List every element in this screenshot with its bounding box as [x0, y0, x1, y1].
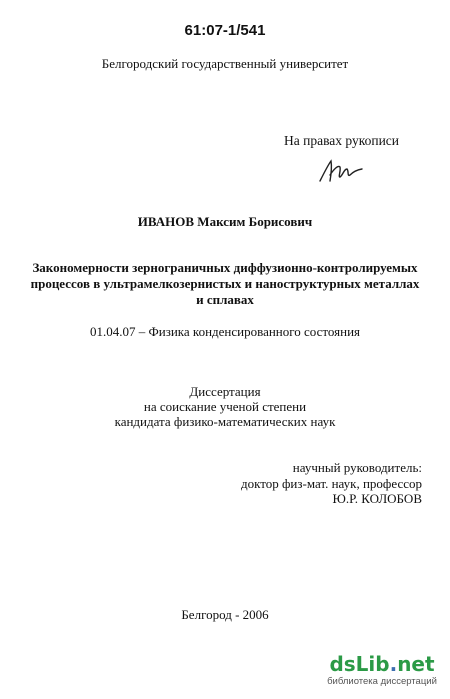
rights-note: На правах рукописи: [284, 133, 400, 148]
handwritten-signature: [316, 155, 364, 187]
watermark-subtitle: библиотека диссертаций: [327, 676, 437, 687]
dissertation-title: [0, 260, 450, 308]
dissertation-degree: [0, 384, 450, 429]
university-name: Белгородский государственный университет: [101, 56, 349, 71]
watermark-logo-part2: net: [397, 652, 435, 676]
specialty: 01.04.07 – Физика конденсированного состояния: [89, 324, 361, 339]
supervisor-line: Ю.Р. КОЛОБОВ: [332, 491, 422, 506]
place-year: Белгород - 2006: [181, 607, 269, 622]
watermark-logo-part1: dsLib: [329, 652, 390, 676]
title-line: Закономерности зернограничных диффузионно-контролируемых: [32, 260, 418, 275]
watermark: [322, 652, 442, 694]
degree-line: Диссертация: [189, 384, 261, 399]
supervisor-line: научный руководитель:: [292, 460, 422, 475]
author-name: ИВАНОВ Максим Борисович: [137, 214, 313, 229]
watermark-logo: [322, 652, 442, 676]
degree-line: на соискание ученой степени: [143, 399, 307, 414]
title-line: процессов в ультрамелкозернистых и наноструктурных металлах: [30, 276, 420, 291]
document-code: 61:07-1/541: [184, 22, 266, 39]
title-line: и сплавах: [196, 292, 254, 307]
supervisor-line: доктор физ-мат. наук, профессор: [240, 475, 422, 491]
degree-line: кандидата физико-математических наук: [114, 414, 336, 429]
supervisor-block: [241, 460, 422, 507]
watermark-logo-dot: .: [389, 652, 398, 676]
